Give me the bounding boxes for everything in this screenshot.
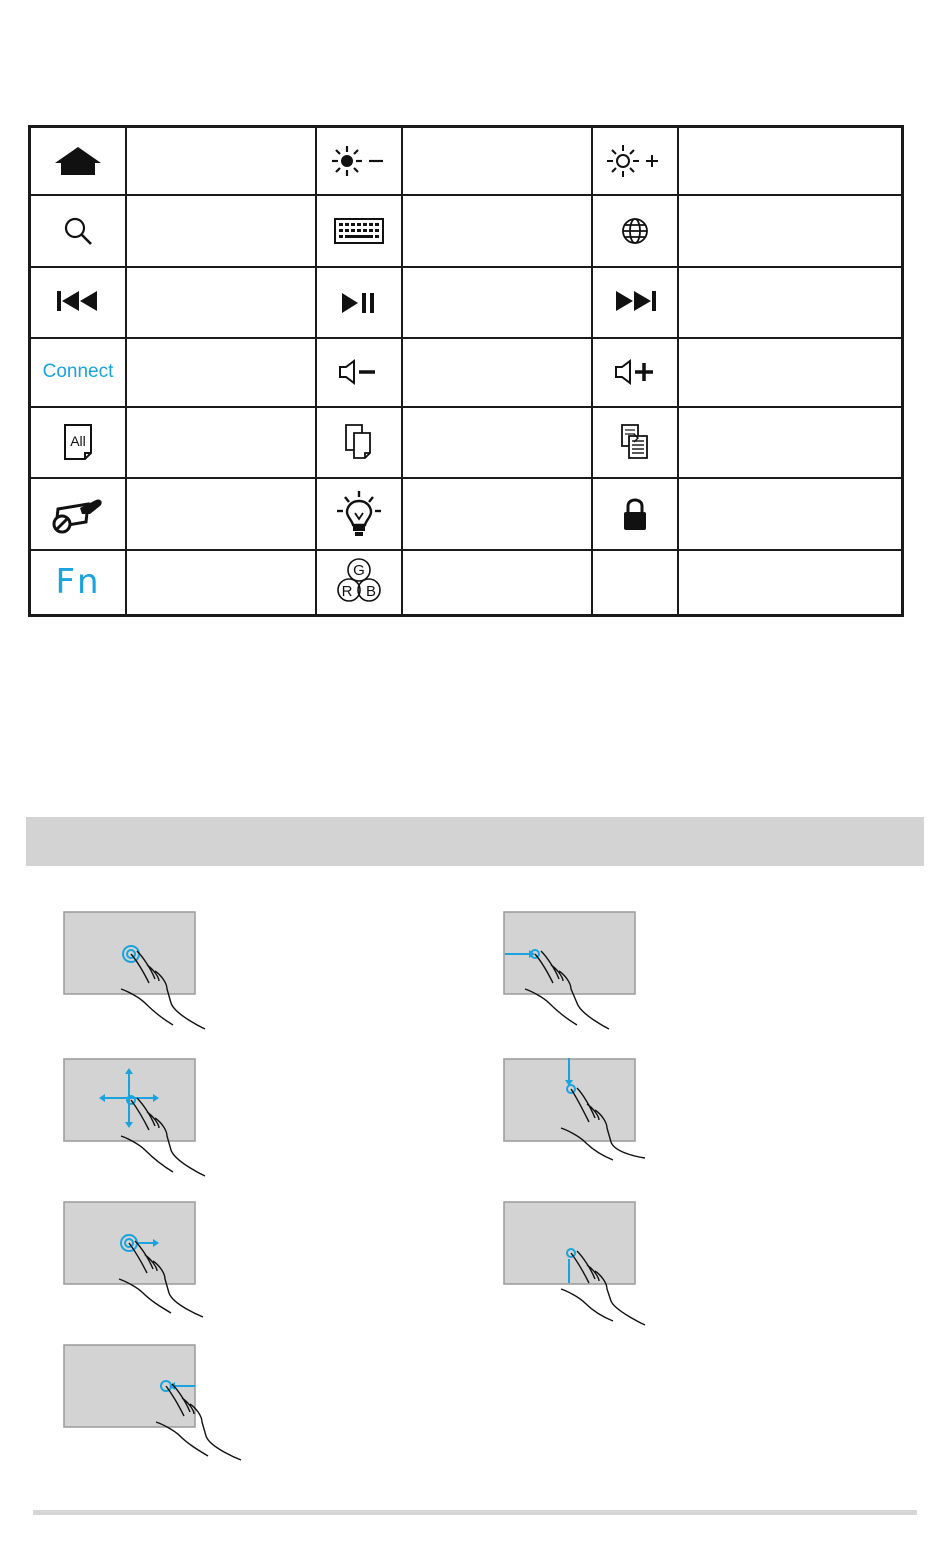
key-description-cell — [402, 478, 592, 550]
key-description-cell — [402, 338, 592, 407]
rgb-label-b: B — [365, 583, 377, 601]
key-description-cell — [678, 338, 903, 407]
table-row — [30, 407, 903, 478]
table-row — [30, 195, 903, 267]
key-description-cell — [402, 195, 592, 267]
key-description-cell — [678, 195, 903, 267]
key-icon-cell — [592, 550, 678, 616]
key-icon-cell — [30, 407, 127, 478]
volume-down-icon — [334, 357, 384, 387]
key-icon-cell — [316, 127, 402, 195]
swipe-from-left-edge-gesture-icon — [503, 911, 663, 1031]
home-icon — [53, 143, 103, 179]
keyboard-icon — [333, 216, 385, 246]
select-all-label: All — [70, 433, 86, 449]
bottom-divider — [33, 1510, 917, 1515]
key-icon-cell — [592, 195, 678, 267]
search-icon — [60, 213, 96, 249]
single-tap-gesture-icon — [63, 911, 223, 1031]
select-all-icon — [61, 422, 95, 462]
key-icon-cell — [316, 550, 402, 616]
lock-icon — [620, 494, 650, 534]
connect-label: Connect — [42, 361, 114, 382]
swipe-from-top-edge-gesture-icon — [503, 1058, 663, 1178]
key-icon-cell — [592, 127, 678, 195]
table-row — [30, 127, 903, 195]
fn-label: Fn — [55, 562, 101, 603]
globe-icon — [619, 215, 651, 247]
swipe-up-gesture-icon — [503, 1201, 663, 1327]
key-description-cell — [402, 267, 592, 338]
touchpad-disable-icon — [48, 494, 108, 534]
key-description-cell — [678, 407, 903, 478]
tap-and-drag-gesture-icon — [63, 1201, 223, 1321]
key-description-cell — [678, 267, 903, 338]
key-description-cell — [678, 127, 903, 195]
key-description-cell — [126, 127, 316, 195]
table-row — [30, 338, 903, 407]
key-description-cell — [402, 550, 592, 616]
function-key-table — [28, 125, 904, 617]
key-description-cell — [678, 550, 903, 616]
key-icon-cell — [316, 267, 402, 338]
brightness-up-icon — [605, 143, 665, 179]
paste-icon — [618, 422, 652, 462]
key-icon-cell — [592, 478, 678, 550]
table-row — [30, 267, 903, 338]
table-row — [30, 478, 903, 550]
key-icon-cell — [30, 550, 127, 616]
key-description-cell — [126, 407, 316, 478]
key-icon-cell — [316, 195, 402, 267]
next-track-icon — [610, 287, 660, 317]
backlight-icon — [329, 489, 389, 539]
key-icon-cell — [30, 338, 127, 407]
play-pause-icon — [334, 287, 384, 317]
key-icon-cell — [30, 195, 127, 267]
key-icon-cell — [592, 407, 678, 478]
key-icon-cell — [30, 267, 127, 338]
key-description-cell — [126, 195, 316, 267]
rgb-label-g: G — [353, 562, 365, 580]
key-description-cell — [126, 478, 316, 550]
key-icon-cell — [316, 338, 402, 407]
key-icon-cell — [316, 478, 402, 550]
key-icon-cell — [30, 478, 127, 550]
key-description-cell — [402, 127, 592, 195]
key-description-cell — [126, 267, 316, 338]
swipe-from-right-edge-gesture-icon — [63, 1344, 253, 1464]
rgb-icon — [331, 556, 387, 608]
table-row — [30, 550, 903, 616]
brightness-down-icon — [329, 143, 389, 179]
key-icon-cell — [592, 267, 678, 338]
key-description-cell — [678, 478, 903, 550]
key-description-cell — [402, 407, 592, 478]
key-icon-cell — [592, 338, 678, 407]
section-header-band — [26, 817, 924, 866]
key-icon-cell — [316, 407, 402, 478]
key-description-cell — [126, 338, 316, 407]
key-icon-cell — [30, 127, 127, 195]
two-finger-scroll-gesture-icon — [63, 1058, 223, 1178]
key-description-cell — [126, 550, 316, 616]
rgb-label-r: R — [341, 583, 353, 601]
copy-icon — [342, 422, 376, 462]
previous-track-icon — [53, 287, 103, 317]
volume-up-icon — [610, 357, 660, 387]
